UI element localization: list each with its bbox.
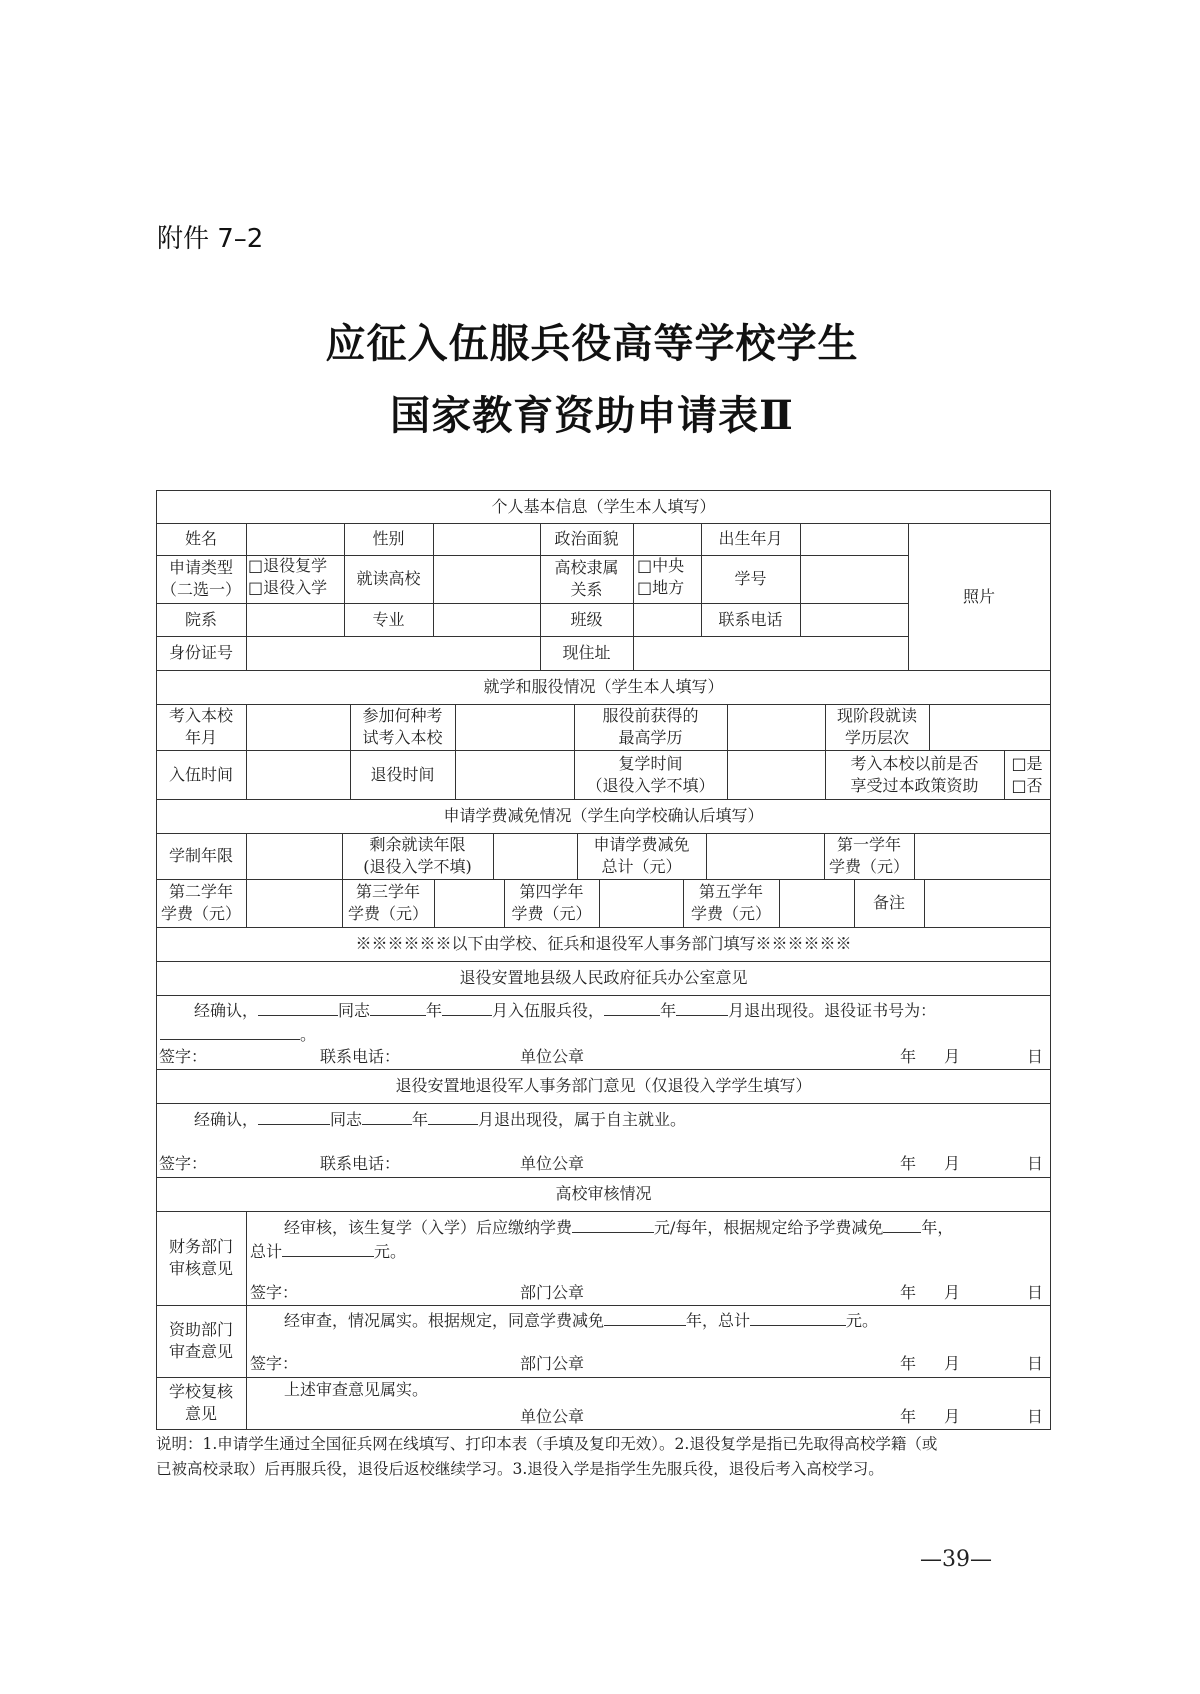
address-label: 现住址 [562, 643, 611, 662]
discharge-certificate-blank[interactable] [160, 1022, 300, 1040]
year3-fee-label: 第三学年 学费（元） [347, 882, 428, 923]
school-recheck-label: 学校复核 意见 [168, 1382, 233, 1423]
political-status-label: 政治面貌 [554, 529, 619, 548]
political-status-field[interactable] [633, 523, 701, 555]
veterans-affairs-signature-label: 签字： [159, 1154, 208, 1173]
section-school-review-header: 高校审核情况 [555, 1184, 652, 1203]
checkbox-yes[interactable]: □是 [1011, 753, 1043, 773]
name-blank[interactable] [258, 998, 338, 1016]
discharge-date-label: 退役时间 [370, 764, 435, 784]
notes-line-1: 说明：1.申请学生通过全国征兵网在线填写、打印本表（手填及复印无效）。2.退役复学是指已先取得高校学籍（或 [156, 1435, 938, 1453]
enlist-month-blank[interactable] [442, 998, 492, 1016]
aid-total-blank[interactable] [750, 1308, 846, 1326]
aid-signature-label: 签字： [250, 1354, 299, 1373]
checkbox-no[interactable]: □否 [1011, 775, 1043, 795]
admission-date-field[interactable] [246, 704, 350, 750]
date-year-label: 年 [900, 1407, 917, 1426]
program-length-field[interactable] [246, 833, 342, 879]
finance-signature-label: 签字： [250, 1283, 299, 1302]
checkbox-central[interactable]: □中央 [637, 556, 685, 575]
official-use-divider: ※※※※※※以下由学校、征兵和退役军人事务部门填写※※※※※※ [355, 934, 852, 953]
year5-fee-field[interactable] [779, 879, 854, 927]
discharge-date-field[interactable] [455, 750, 574, 799]
major-label: 专业 [372, 609, 405, 629]
section-basic-info-header: 个人基本信息（学生本人填写） [491, 496, 716, 516]
remaining-years-label: 剩余就读年限 (退役入学不填) [363, 835, 472, 876]
aid-review-statement: 经审查，情况属实。根据规定，同意学费减免 年，总计 元。 [284, 1308, 878, 1332]
date-day-label: 日 [1027, 1283, 1044, 1302]
recruitment-office-phone-label: 联系电话： [320, 1047, 401, 1066]
form-notes [156, 1432, 1056, 1482]
enlistment-date-field[interactable] [246, 750, 350, 799]
admission-date-label: 考入本校 年月 [168, 706, 233, 747]
prior-aid-label: 考入本校以前是否 享受过本政策资助 [850, 753, 979, 795]
finance-review-statement: 经审核，该生复学（入学）后应缴纳学费 元/每年，根据规定给予学费减免 年， [284, 1215, 953, 1239]
attachment-label: 附件 7–2 [157, 224, 264, 254]
recruitment-office-signature-label: 签字： [159, 1047, 208, 1066]
birth-date-field[interactable] [800, 523, 908, 555]
checkbox-local[interactable]: □地方 [637, 578, 685, 597]
remaining-years-field[interactable] [493, 833, 577, 879]
phone-label: 联系电话 [718, 609, 783, 629]
date-day-label: 日 [1027, 1154, 1044, 1173]
notes-line-2: 已被高校录取）后再服兵役，退役后返校继续学习。3.退役入学是指学生先服兵役，退役后考入高校学习。 [156, 1460, 884, 1478]
gender-label: 性别 [372, 529, 405, 548]
recruitment-office-seal-label: 单位公章 [520, 1047, 585, 1066]
aid-years-blank[interactable] [604, 1308, 686, 1326]
veterans-affairs-seal-label: 单位公章 [520, 1154, 585, 1173]
enlist-year-blank[interactable] [370, 998, 426, 1016]
affiliation-options [637, 555, 701, 603]
date-year-label: 年 [900, 1354, 917, 1373]
date-day-label: 日 [1027, 1047, 1044, 1066]
school-recheck-statement: 上述审查意见属实。 [284, 1380, 429, 1399]
section-fee-waiver-header: 申请学费减免情况（学生向学校确认后填写） [443, 806, 764, 825]
school-label: 就读高校 [356, 569, 421, 588]
aid-dept-seal-label: 部门公章 [520, 1354, 585, 1373]
finance-review-label: 财务部门 审核意见 [168, 1237, 233, 1278]
section-veterans-affairs-header: 退役安置地退役军人事务部门意见（仅退役入学学生填写） [395, 1076, 812, 1095]
gender-field[interactable] [433, 523, 540, 555]
year2-fee-field[interactable] [246, 879, 342, 927]
date-year-label: 年 [900, 1154, 917, 1173]
remark-label: 备注 [872, 893, 905, 912]
highest-education-field[interactable] [727, 704, 825, 750]
current-level-field[interactable] [929, 704, 1050, 750]
application-type-label: 申请类型 （二选一） [160, 558, 241, 599]
school-unit-seal-label: 单位公章 [520, 1407, 585, 1426]
entrance-exam-label: 参加何种考 试考入本校 [362, 706, 443, 747]
section-recruitment-office-header: 退役安置地县级人民政府征兵办公室意见 [459, 968, 748, 987]
year1-fee-label: 第一学年 学费（元） [828, 835, 909, 876]
resume-date-field[interactable] [727, 750, 825, 799]
date-day-label: 日 [1027, 1354, 1044, 1373]
year3-fee-field[interactable] [434, 879, 504, 927]
phone-field[interactable] [800, 603, 908, 636]
recruitment-office-statement: 经确认， 同志 年 月入伍服兵役， 年 月退出现役。退役证书号为： [194, 998, 936, 1022]
student-id-field[interactable] [800, 555, 908, 603]
veterans-affairs-statement: 经确认， 同志 年 月退出现役，属于自主就业。 [194, 1107, 686, 1131]
name-blank[interactable] [258, 1107, 330, 1125]
date-month-label: 月 [944, 1154, 961, 1173]
school-affiliation-label: 高校隶属 关系 [554, 558, 619, 599]
date-month-label: 月 [944, 1354, 961, 1373]
date-month-label: 月 [944, 1283, 961, 1302]
class-label: 班级 [570, 609, 603, 629]
date-month-label: 月 [944, 1407, 961, 1426]
form-title-line-1: 应征入伍服兵役高等学校学生 [325, 320, 859, 367]
date-month-label: 月 [944, 1047, 961, 1066]
enlistment-date-label: 入伍时间 [168, 764, 233, 784]
checkbox-enroll-after-service[interactable]: □退役入学 [248, 578, 328, 597]
section-study-service-header: 就学和服役情况（学生本人填写） [483, 677, 724, 696]
id-number-label: 身份证号 [168, 643, 233, 662]
remark-field[interactable] [924, 879, 1050, 927]
finance-total-blank[interactable] [282, 1239, 374, 1257]
waiver-years-blank[interactable] [883, 1215, 921, 1233]
annual-fee-blank[interactable] [572, 1215, 654, 1233]
department-field[interactable] [246, 603, 344, 636]
discharge-month-blank[interactable] [428, 1107, 478, 1125]
name-field[interactable] [246, 523, 344, 555]
year2-fee-label: 第二学年 学费（元） [160, 882, 241, 923]
year4-fee-label: 第四学年 学费（元） [511, 882, 592, 923]
year1-fee-field[interactable] [914, 833, 1050, 879]
discharge-year-blank[interactable] [362, 1107, 412, 1125]
date-year-label: 年 [900, 1283, 917, 1302]
entrance-exam-field[interactable] [455, 704, 574, 750]
class-field[interactable] [633, 603, 701, 636]
form-title-line-2: 国家教育资助申请表Ⅱ [390, 392, 794, 439]
waiver-total-label: 申请学费减免 总计（元） [593, 835, 690, 876]
current-level-label: 现阶段就读 学历层次 [836, 706, 917, 747]
birth-date-label: 出生年月 [718, 529, 783, 548]
id-number-field[interactable] [246, 636, 540, 670]
date-day-label: 日 [1027, 1407, 1044, 1426]
year4-fee-field[interactable] [599, 879, 683, 927]
discharge-month-blank[interactable] [676, 998, 728, 1016]
school-field[interactable] [433, 555, 540, 603]
finance-dept-seal-label: 部门公章 [520, 1283, 585, 1302]
checkbox-return-to-school[interactable]: □退役复学 [248, 556, 328, 575]
program-length-label: 学制年限 [168, 846, 233, 865]
veterans-affairs-phone-label: 联系电话： [320, 1154, 401, 1173]
major-field[interactable] [433, 603, 540, 636]
address-field[interactable] [633, 636, 908, 670]
year5-fee-label: 第五学年 学费（元） [690, 882, 771, 923]
prior-aid-options [1004, 750, 1050, 799]
resume-date-label: 复学时间 （退役入学不填） [586, 753, 715, 795]
application-type-options [248, 555, 344, 603]
page-number: —39— [920, 1547, 992, 1572]
discharge-year-blank[interactable] [604, 998, 660, 1016]
name-label: 姓名 [184, 529, 217, 548]
waiver-total-field[interactable] [706, 833, 824, 879]
date-year-label: 年 [900, 1047, 917, 1066]
student-id-label: 学号 [734, 569, 767, 588]
highest-education-label: 服役前获得的 最高学历 [602, 706, 699, 747]
application-form-table: 个人基本信息（学生本人填写） 姓名 性别 政治面貌 出生年月 照片 申请类型 （二选一） □退役复学 □退役入学 就读高校 高校隶属 关系 □中央 □地方 学号 院系 专业 班级 联系电话 身份证号 现住址 就学和服役情况（学生本人填写） 考入本校 年月 参加何种考 试考入本校 服役前获得的 最高学历 现阶段就读 学历层次 入伍时间 退役时间 复学时间 （退役入学不填） 考入本校以前是否 享受过本政策资助 □是 □否 申请学费减免情况（学生向学校确认后填写） 学制年限 剩余就读年限 (退役入学不填) 申请学费减免 总计（元） 第一学年 学费（元） 第二学年 学费（元） 第三学年 学费（元） 第四学年 学费（元） 第五学年 学费（元） 备注 ※※※※※※以下由学校、征兵和退役军人事务部门填写※※※※※※ 退役安置地县级人民政府征兵办公室意见 经确认， 同志 年 月入伍服兵役， 年 月退出现役。退役证书号为： 。 签字： 联系电话： 单位公章 年 月 日 退役安置地退役军人事务部门意见（仅退役入学学生填写） 经确认， 同志 年 月退出现役，属于自主就业。 签字： 联系电话： 单位公章 年 月 日 高校审核情况 财务部门 审核意见 经审核，该生复学（入学）后应缴纳学费 元/每年，根据规定给予学费减免 年， 总计 元。 签字： 部门公章 年 月 日 资助部门 审查意见 经审查，情况属实。根据规定，同意学费减免 年，总计 元。 签字： 部门公章 年 月 日 学校复核 意见 上述审查意见属实。 单位公章 年 月 日 [156, 490, 1051, 1429]
department-label: 院系 [184, 609, 217, 629]
photo-box[interactable]: 照片 [962, 586, 995, 606]
aid-review-label: 资助部门 审查意见 [168, 1320, 233, 1361]
